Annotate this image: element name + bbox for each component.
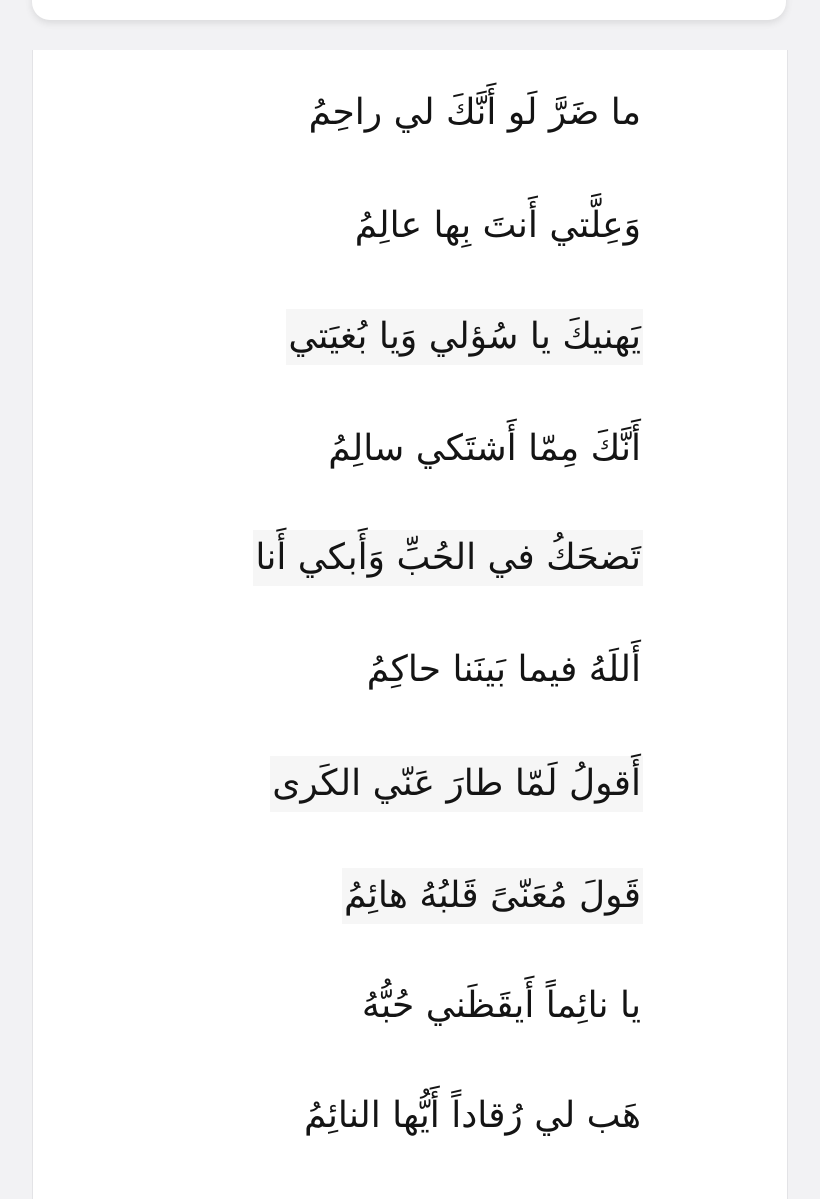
verse-2: وَعِلَّتي أَنتَ بِها عالِمُ xyxy=(354,205,641,246)
poem-card xyxy=(32,50,788,1199)
verse-5: تَضحَكُ في الحُبِّ وَأَبكي أَنا xyxy=(253,530,643,586)
verse-10: هَب لي رُقاداً أَيُّها النائِمُ xyxy=(303,1095,641,1136)
verse-8: قَولَ مُعَنّىً قَلبُهُ هائِمُ xyxy=(342,868,643,924)
verse-9: يا نائِماً أَيقَظَني حُبُّهُ xyxy=(361,985,641,1026)
verse-4: أَنَّكَ مِمّا أَشتَكي سالِمُ xyxy=(328,428,641,469)
verse-7: أَقولُ لَمّا طارَ عَنّي الكَرى xyxy=(270,756,643,812)
verse-3: يَهنيكَ يا سُؤلي وَيا بُغيَتي xyxy=(286,309,643,365)
top-card xyxy=(32,0,786,20)
verse-6: أَللَهُ فيما بَينَنا حاكِمُ xyxy=(366,649,641,690)
verse-1: ما ضَرَّ لَو أَنَّكَ لي راحِمُ xyxy=(308,92,641,133)
